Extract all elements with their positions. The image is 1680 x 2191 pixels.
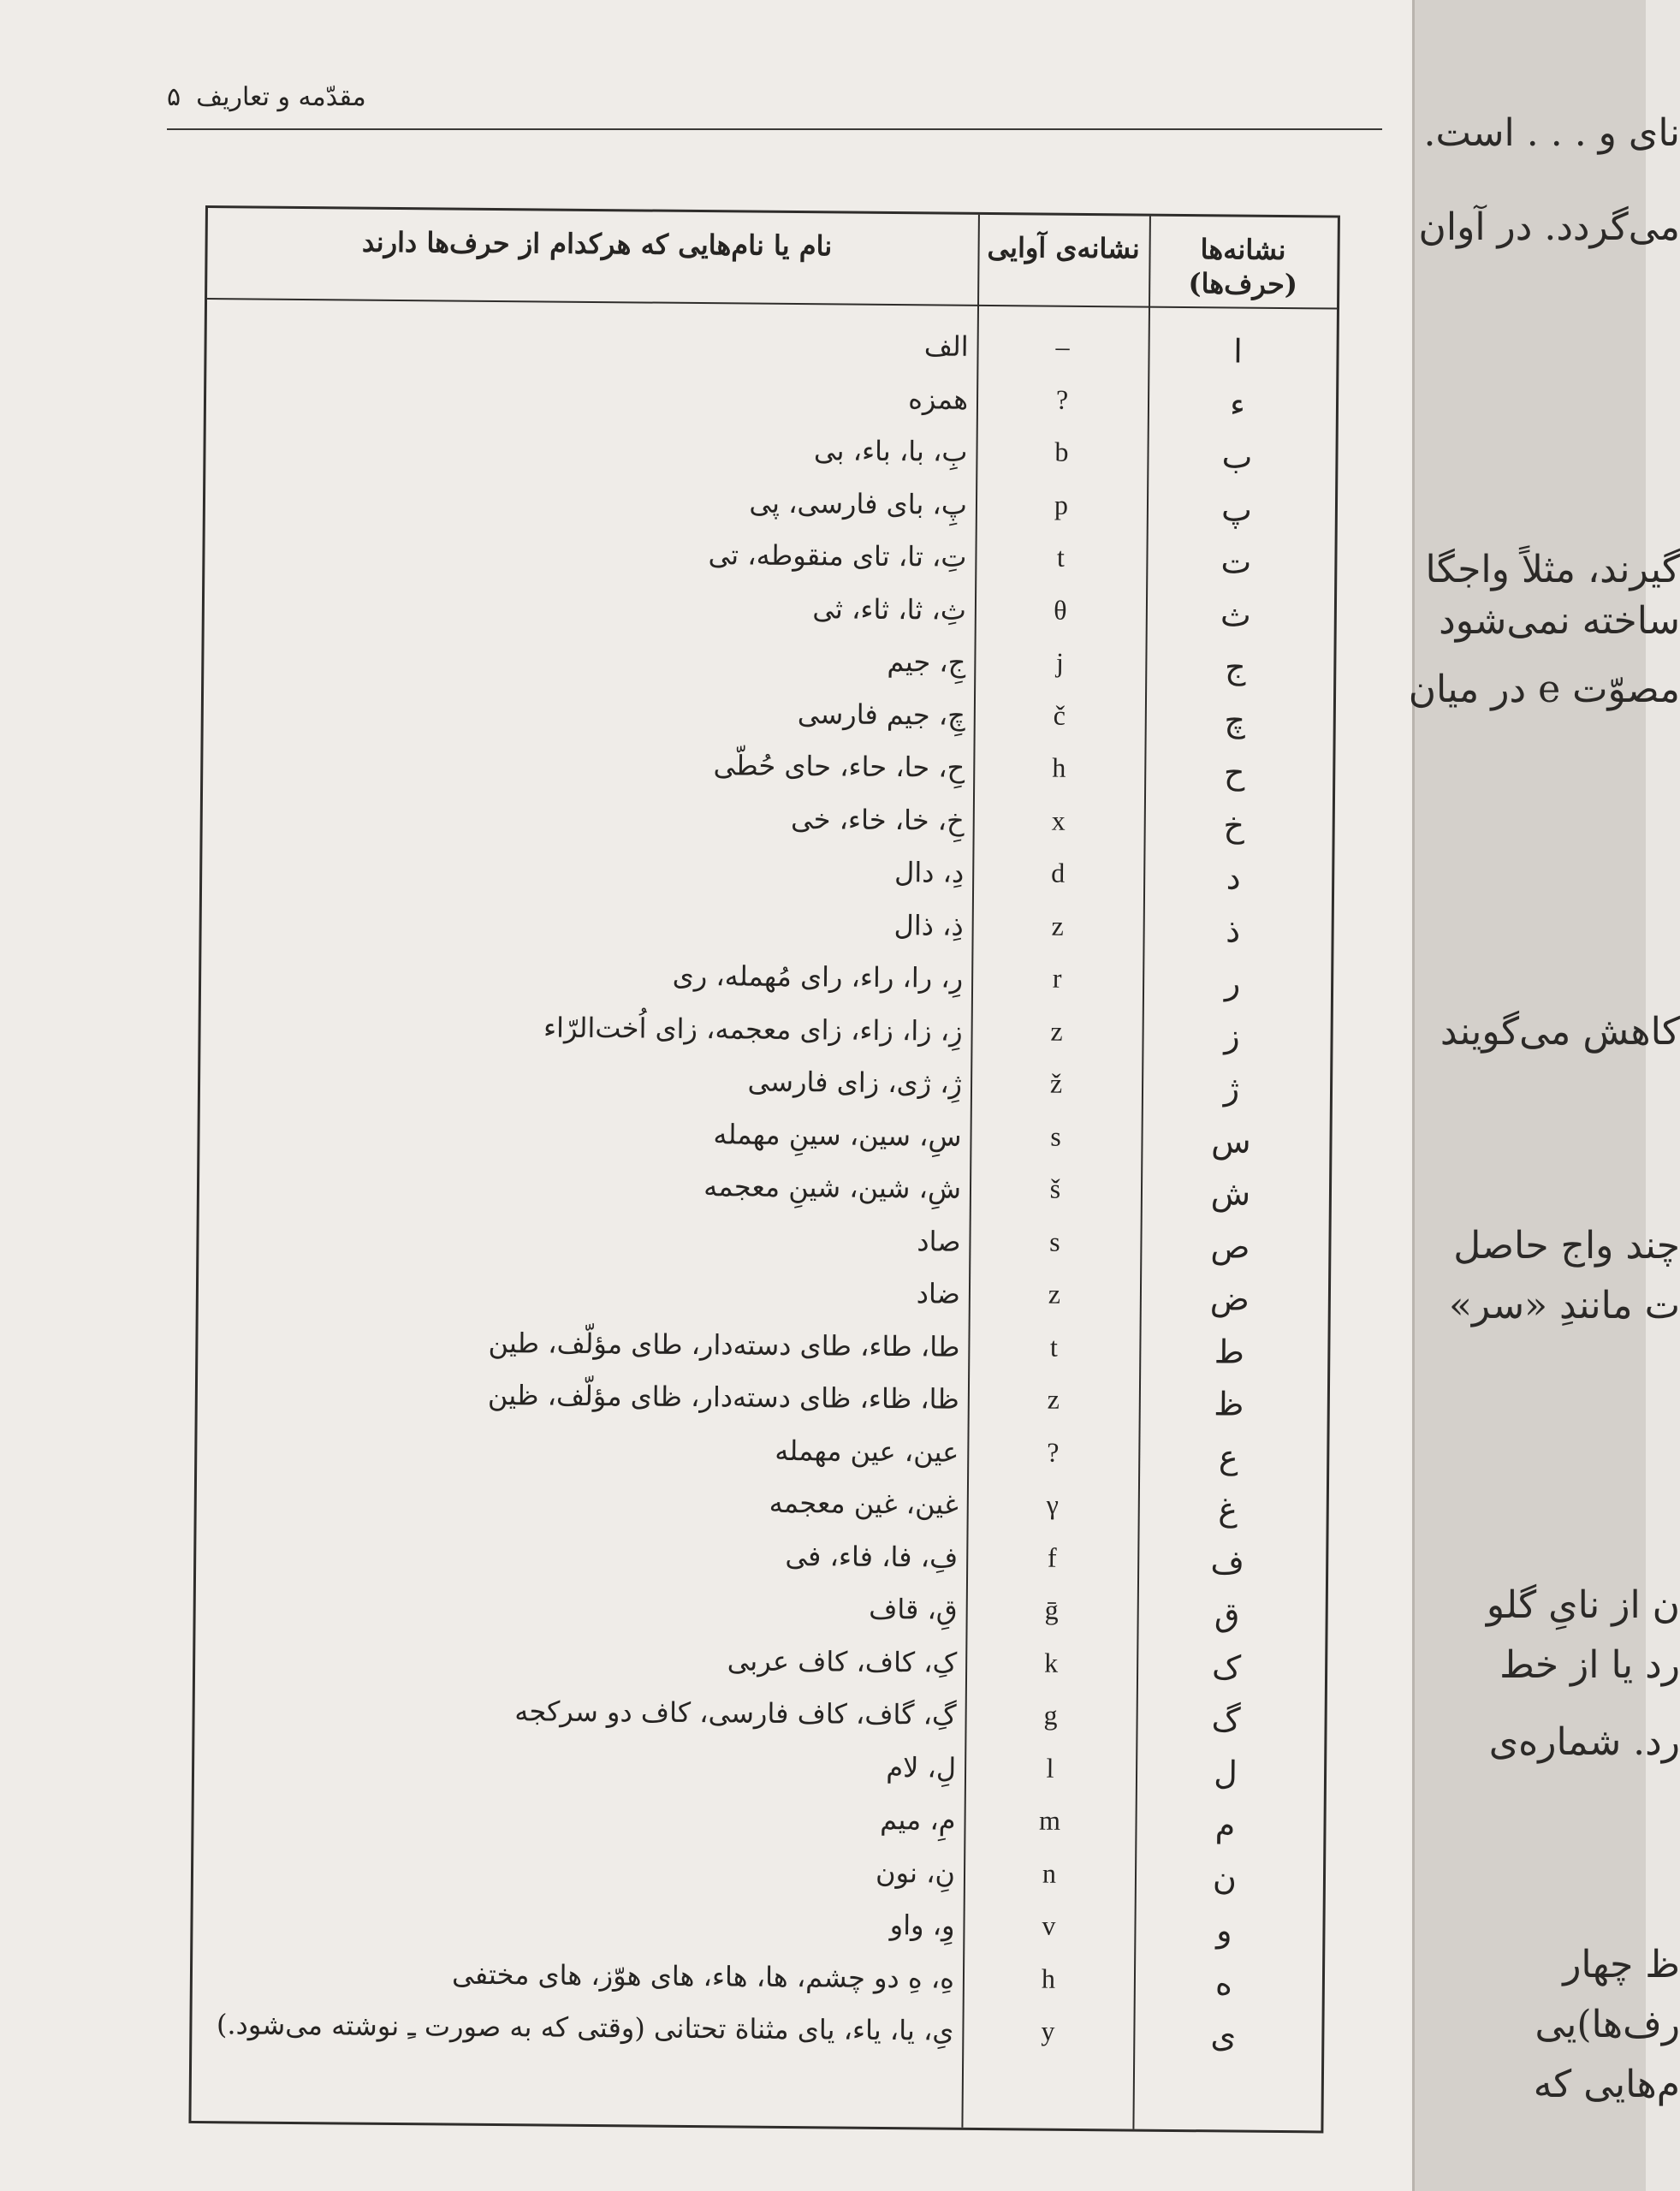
phonetic-cell: p xyxy=(1054,489,1069,520)
names-cell: بِ، با، باء، بی xyxy=(813,434,968,468)
names-cell: سِ، سین، سینِ مهمله xyxy=(713,1117,962,1153)
facing-page-text: م‌هایی که xyxy=(1533,2063,1680,2106)
table-row xyxy=(204,692,1333,754)
names-cell: لِ، لام xyxy=(886,1750,957,1784)
letter-cell: ص xyxy=(1210,1226,1250,1266)
facing-page-text: رد یا از خط xyxy=(1499,1643,1680,1687)
phonetic-cell: t xyxy=(1049,1331,1058,1363)
letter-cell: غ xyxy=(1218,1490,1238,1529)
table-row xyxy=(193,1850,1323,1911)
facing-page-text: ظ چهار xyxy=(1563,1943,1680,1986)
phonetic-cell: z xyxy=(1051,910,1064,941)
letter-cell: ق xyxy=(1214,1595,1240,1634)
phonetic-cell: y xyxy=(1041,2015,1055,2046)
phonetic-cell: ? xyxy=(1047,1436,1060,1468)
phonetic-cell: š xyxy=(1049,1173,1061,1204)
names-cell: همزه xyxy=(908,382,969,416)
letter-cell: ض xyxy=(1209,1280,1250,1318)
chapter-title: مقدّمه و تعاریف xyxy=(196,82,366,112)
letter-cell: س xyxy=(1211,1121,1251,1161)
header-row xyxy=(167,82,366,112)
names-cell: ذِ، ذال xyxy=(893,908,964,942)
names-cell: خِ، خا، خاء، خی xyxy=(790,802,965,837)
facing-page-text: ساخته نمی‌شود xyxy=(1439,599,1680,643)
page-header xyxy=(167,77,1382,130)
facing-page-text: رد. شماره‌ی xyxy=(1488,1720,1680,1764)
letter-cell: ظ xyxy=(1214,1385,1244,1423)
letter-cell: خ xyxy=(1223,805,1245,845)
table-row xyxy=(204,639,1333,701)
header-letters: نشانه‌ها (حرف‌ها) xyxy=(1188,233,1298,301)
letter-cell: ر xyxy=(1224,964,1241,1002)
table-row xyxy=(199,1271,1328,1333)
phonetic-cell: – xyxy=(1055,330,1070,362)
header-names: نام یا نام‌هایی که هرکدام از حرف‌ها دارند xyxy=(361,225,833,263)
letter-cell: ه xyxy=(1214,1963,1233,2003)
phonetic-cell: b xyxy=(1054,436,1069,467)
names-cell: جِ، جیم xyxy=(887,644,966,679)
names-cell: رِ، را، راء، رای مُهمله، ری xyxy=(672,959,964,995)
names-cell: چِ، جیم فارسی xyxy=(797,697,966,732)
letter-cell: ش xyxy=(1210,1174,1251,1213)
letter-cell: ث xyxy=(1220,595,1251,634)
table-row xyxy=(194,1744,1324,1806)
phonetic-cell: s xyxy=(1049,1226,1060,1257)
facing-page-text: چند واج حاصل xyxy=(1453,1224,1680,1268)
names-cell: طا، طاء، طای دسته‌دار، طای مؤلّف، طین xyxy=(488,1326,960,1363)
phonetic-cell: v xyxy=(1042,1909,1056,1941)
names-cell: ثِ، ثا، ثاء، ثی xyxy=(812,591,967,626)
table-row xyxy=(195,1587,1325,1648)
phonetic-cell: f xyxy=(1047,1541,1057,1573)
table-row xyxy=(205,429,1335,490)
table-row xyxy=(205,482,1335,543)
names-cell: ظا، ظاء، ظای دسته‌دار، ظای مؤلّف، ظین xyxy=(487,1378,960,1416)
phonetic-cell: s xyxy=(1050,1120,1061,1152)
table-row xyxy=(193,1903,1322,1964)
phonetic-cell: t xyxy=(1056,541,1066,573)
phonetic-cell: g xyxy=(1043,1699,1058,1731)
table-row xyxy=(201,955,1331,1017)
page-number: ۵ xyxy=(167,82,181,112)
phonetic-cell: z xyxy=(1050,1015,1063,1047)
table-row xyxy=(193,1797,1323,1859)
phonetic-cell: l xyxy=(1046,1752,1054,1784)
letter-cell: ن xyxy=(1212,1858,1238,1897)
names-cell: غین، غین معجمه xyxy=(769,1486,959,1521)
letter-cell: ذ xyxy=(1225,911,1241,950)
facing-page-text: مصوّت e در میان xyxy=(1408,668,1680,711)
letter-cell: ط xyxy=(1214,1332,1245,1371)
phonetic-cell: k xyxy=(1044,1647,1059,1678)
table-row xyxy=(202,797,1332,858)
names-cell: الف xyxy=(923,330,969,363)
phonetic-cell: x xyxy=(1051,805,1066,836)
names-cell: زِ، زا، زاء، زای معجمه، زای اُخت‌الرّاء xyxy=(543,1010,963,1048)
letter-cell: د xyxy=(1226,858,1241,897)
table-row xyxy=(197,1428,1327,1490)
table-row xyxy=(206,377,1336,438)
facing-page-text: گیرند، مثلاً واجگا xyxy=(1425,548,1680,591)
facing-page-text: کاهش می‌گویند xyxy=(1440,1010,1680,1054)
table-row xyxy=(198,1323,1327,1385)
letter-cell: ک xyxy=(1211,1648,1242,1687)
names-cell: ژِ، ژی، زای فارسی xyxy=(747,1065,963,1100)
table-row xyxy=(193,1955,1322,2016)
letter-cell: ل xyxy=(1214,1753,1238,1792)
names-cell: عین، عین مهمله xyxy=(775,1434,959,1469)
phonetic-cell: h xyxy=(1052,751,1066,783)
facing-page-text: نای و . . . است. xyxy=(1423,111,1680,155)
table-row xyxy=(202,850,1332,911)
table-row xyxy=(201,902,1331,964)
letter-cell: ا xyxy=(1233,332,1244,371)
phonetic-cell: d xyxy=(1051,857,1066,888)
phonetic-cell: ḡ xyxy=(1044,1594,1059,1625)
letter-cell: گ xyxy=(1211,1701,1241,1739)
phonetic-cell: ž xyxy=(1049,1067,1063,1099)
table-row xyxy=(196,1534,1326,1595)
table-row xyxy=(198,1376,1327,1438)
names-cell: یِ، یا، یاء، یای مثناة تحتانی (وقتی که به صورت ـِ نوشته می‌شود.) xyxy=(216,2008,954,2047)
names-cell: دِ، دال xyxy=(893,856,965,889)
table-row xyxy=(203,745,1333,806)
letter-cell: م xyxy=(1214,1806,1236,1844)
letter-cell: و xyxy=(1216,1911,1232,1950)
facing-page-text: می‌گردد. در آوان xyxy=(1418,205,1680,249)
names-cell: کِ، کاف، کاف عربی xyxy=(727,1643,958,1679)
table-row xyxy=(192,2008,1321,2069)
phonetic-cell: h xyxy=(1041,1962,1056,1994)
names-cell: قِ، قاف xyxy=(869,1592,958,1626)
names-cell: تِ، تا، تای منقوطه، تی xyxy=(708,538,967,573)
letter-cell: ف xyxy=(1210,1542,1245,1582)
phonetic-cell: γ xyxy=(1046,1488,1060,1520)
table-row xyxy=(199,1113,1329,1174)
letter-cell: چ xyxy=(1224,700,1246,739)
phonetic-cell: č xyxy=(1053,699,1066,731)
phonetic-cell: n xyxy=(1042,1857,1057,1889)
table-row xyxy=(200,1007,1330,1069)
phonetic-cell: r xyxy=(1052,962,1062,994)
names-cell: صاد xyxy=(917,1224,961,1258)
names-cell: ضاد xyxy=(916,1277,961,1310)
letter-cell: پ xyxy=(1220,490,1253,529)
table-row xyxy=(199,1218,1328,1280)
phonetic-cell: θ xyxy=(1054,594,1067,626)
names-cell: پِ، بای فارسی، پی xyxy=(749,486,968,521)
names-cell: مِ، میم xyxy=(880,1802,956,1837)
names-cell: فِ، فا، فاء، فی xyxy=(785,1539,959,1574)
facing-page-text: ن از نایِ گلو xyxy=(1486,1583,1680,1627)
names-cell: وِ، واو xyxy=(889,1909,955,1942)
letter-cell: ز xyxy=(1224,1016,1240,1055)
table-row xyxy=(206,324,1336,385)
phonetic-cell: j xyxy=(1055,646,1064,678)
phonetic-cell: ? xyxy=(1055,383,1069,415)
phonetic-cell: z xyxy=(1047,1383,1060,1415)
letter-cell: ژ xyxy=(1223,1069,1240,1107)
table-row xyxy=(196,1481,1326,1543)
letter-cell: ت xyxy=(1220,543,1252,581)
table-row xyxy=(205,587,1334,649)
letter-cell: ج xyxy=(1224,648,1246,686)
table-row xyxy=(195,1639,1325,1701)
table-row xyxy=(194,1692,1324,1754)
letter-cell: ب xyxy=(1221,437,1253,476)
phonetic-cell: m xyxy=(1038,1804,1061,1836)
phonetic-cell: z xyxy=(1048,1278,1061,1309)
names-cell: حِ، حا، حاء، حای حُطّی xyxy=(713,749,965,784)
letter-cell: ی xyxy=(1210,2016,1237,2055)
facing-page xyxy=(1408,0,1680,2191)
letter-cell: ع xyxy=(1218,1437,1238,1476)
table-row xyxy=(205,534,1334,596)
table-row xyxy=(200,1060,1330,1122)
facing-page-text: ت مانندِ «سر» xyxy=(1449,1284,1680,1327)
table-row xyxy=(199,1166,1329,1227)
names-cell: هِ، هِ دو چشم، ها، هاء، های هوّز، های مختفی xyxy=(451,1957,955,1995)
header-phonetic: نشانه‌ی آوایی xyxy=(987,230,1140,265)
letter-cell: ء xyxy=(1229,384,1246,424)
names-cell: نِ، نون xyxy=(875,1856,956,1890)
names-cell: گِ، گاف، کاف فارسی، کاف دو سرکجه xyxy=(514,1695,957,1731)
facing-page-text: رف‌ها)یی xyxy=(1535,2003,1680,2046)
letter-cell: ح xyxy=(1223,753,1245,792)
alphabet-table xyxy=(188,205,1340,2133)
names-cell: شِ، شین، شینِ معجمه xyxy=(703,1170,962,1205)
